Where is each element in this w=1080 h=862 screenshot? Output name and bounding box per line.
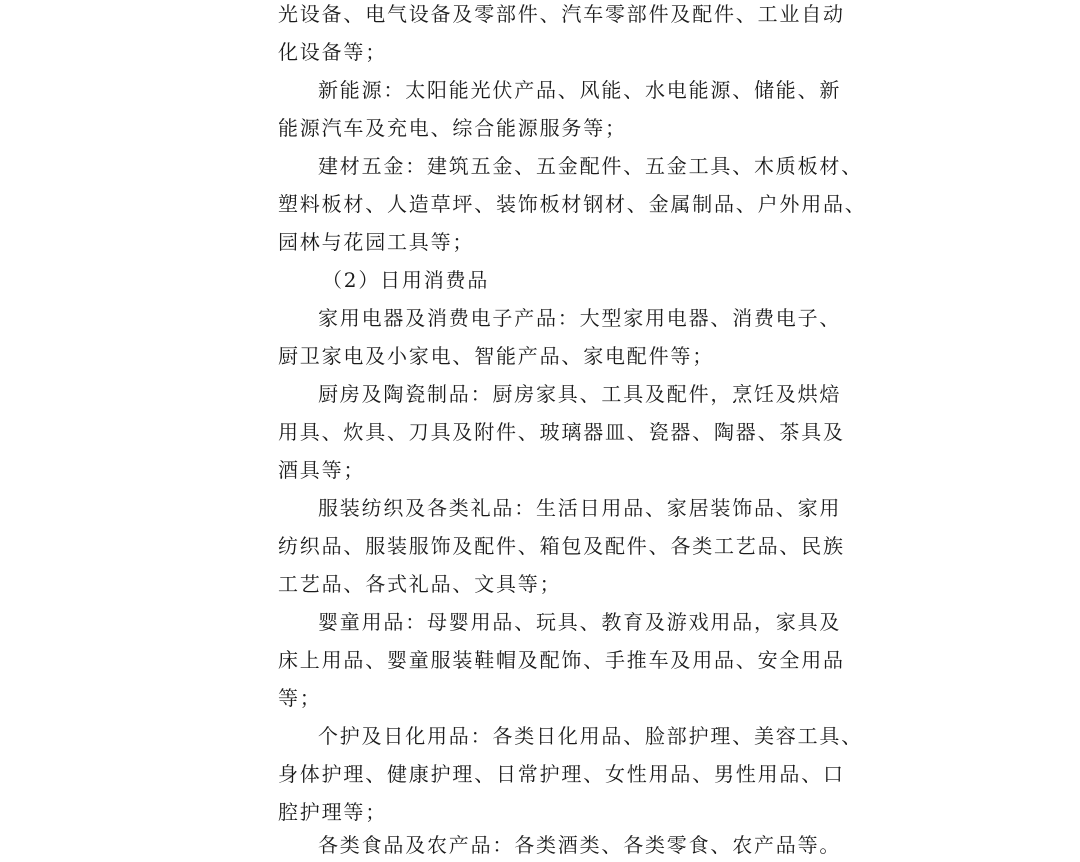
- section-heading: （2）日用消费品: [322, 268, 490, 292]
- text-line: 床上用品、婴童服装鞋帽及配饰、手推车及用品、安全用品: [278, 648, 845, 672]
- text-line: 服装纺织及各类礼品：生活日用品、家居装饰品、家用: [318, 496, 842, 520]
- text-line: 各类食品及农产品：各类酒类、各类零食、农产品等。: [318, 833, 842, 857]
- text-line: 婴童用品：母婴用品、玩具、教育及游戏用品，家具及: [318, 610, 842, 634]
- text-line: 等；: [278, 686, 322, 710]
- text-line: 园林与花园工具等；: [278, 230, 475, 254]
- text-line: 酒具等；: [278, 458, 366, 482]
- text-line: 腔护理等；: [278, 800, 387, 824]
- text-line: 纺织品、服装服饰及配件、箱包及配件、各类工艺品、民族: [278, 534, 845, 558]
- text-line: 身体护理、健康护理、日常护理、女性用品、男性用品、口: [278, 762, 845, 786]
- text-line: 厨卫家电及小家电、智能产品、家电配件等；: [278, 344, 714, 368]
- text-line: 化设备等；: [278, 40, 387, 64]
- text-line: 光设备、电气设备及零部件、汽车零部件及配件、工业自动: [278, 2, 845, 26]
- text-line: 用具、炊具、刀具及附件、玻璃器皿、瓷器、陶器、茶具及: [278, 420, 845, 444]
- text-line: 建材五金：建筑五金、五金配件、五金工具、木质板材、: [318, 154, 863, 178]
- text-line: 工艺品、各式礼品、文具等；: [278, 572, 562, 596]
- text-line: 新能源：太阳能光伏产品、风能、水电能源、储能、新: [318, 78, 842, 102]
- text-line: 塑料板材、人造草坪、装饰板材钢材、金属制品、户外用品、: [278, 192, 867, 216]
- text-line: 个护及日化用品：各类日化用品、脸部护理、美容工具、: [318, 724, 863, 748]
- text-line: 厨房及陶瓷制品：厨房家具、工具及配件，烹饪及烘焙: [318, 382, 842, 406]
- text-line: 家用电器及消费电子产品：大型家用电器、消费电子、: [318, 306, 842, 330]
- text-line: 能源汽车及充电、综合能源服务等；: [278, 116, 627, 140]
